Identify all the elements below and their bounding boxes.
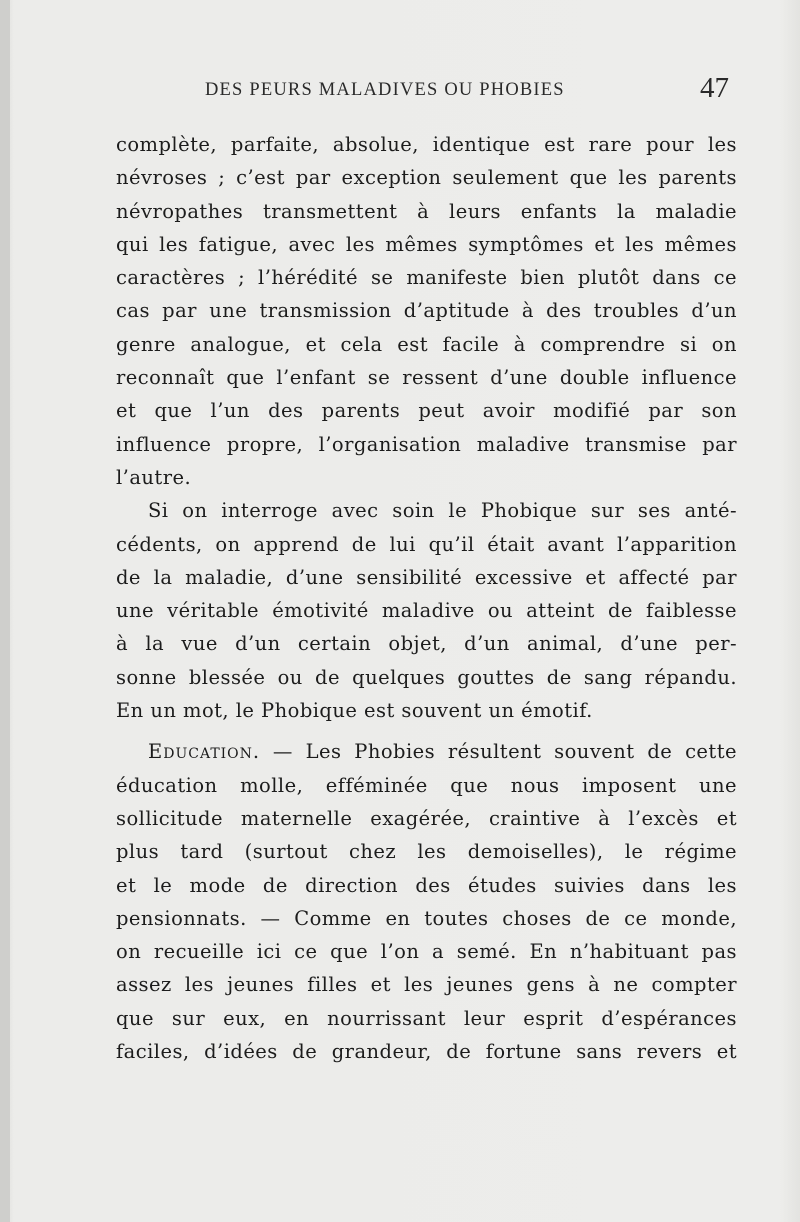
- page-number: 47: [700, 72, 729, 104]
- running-title: DES PEURS MALADIVES OU PHOBIES: [205, 80, 565, 100]
- heading-line-text: — Les Phobies résultent souvent de cette: [260, 740, 737, 764]
- paragraph-2: [116, 494, 737, 727]
- body-text: [116, 128, 737, 1068]
- text-line: pensionnats. — Comme en toutes choses de ce monde,: [116, 906, 737, 930]
- text-line: de la maladie, d’une sensibilité excessive et affecté par: [116, 565, 737, 589]
- text-line: cédents, on apprend de lui qu’il était avant l’apparition: [116, 532, 737, 556]
- text-line: et que l’un des parents peut avoir modifié par son: [116, 399, 737, 423]
- text-line: névropathes transmettent à leurs enfants la maladie: [116, 199, 737, 223]
- text-line: assez les jeunes filles et les jeunes gens à ne compter: [116, 973, 737, 997]
- page-gutter-shadow: [0, 0, 10, 1222]
- paragraph-gap: [116, 727, 737, 735]
- paragraph-1: [116, 128, 737, 494]
- text-line: on recueille ici ce que l’on a semé. En n’habituant pas: [116, 940, 737, 964]
- text-line: qui les fatigue, avec les mêmes symptômes et les mêmes: [116, 232, 737, 256]
- text-line: reconnaît que l’enfant se ressent d’une double influence: [116, 366, 737, 390]
- text-line: sollicitude maternelle exagérée, craintive à l’excès et: [116, 806, 737, 830]
- text-line: éducation molle, efféminée que nous imposent une: [116, 773, 737, 797]
- text-line: névroses ; c’est par exception seulement que les parents: [116, 166, 737, 190]
- text-line: faciles, d’idées de grandeur, de fortune sans revers et: [116, 1040, 737, 1064]
- text-line: sonne blessée ou de quelques gouttes de sang répandu.: [116, 665, 737, 689]
- text-line: cas par une transmission d’aptitude à des troubles d’un: [116, 299, 737, 323]
- text-line: complète, parfaite, absolue, identique est rare pour les: [116, 133, 737, 156]
- section-heading: Education.: [148, 740, 261, 764]
- text-line: caractères ; l’hérédité se manifeste bien plutôt dans ce: [116, 266, 737, 290]
- text-line: genre analogue, et cela est facile à comprendre si on: [116, 332, 737, 356]
- text-line: une véritable émotivité maladive ou atteint de faiblesse: [116, 599, 737, 623]
- text-line: à la vue d’un certain objet, d’un animal, d’une per-: [116, 632, 737, 656]
- text-line: En un mot, le Phobique est souvent un émotif.: [116, 699, 593, 723]
- text-line: influence propre, l’organisation maladive transmise par: [116, 432, 737, 456]
- text-line: Si on interroge avec soin le Phobique sur ses anté-: [148, 499, 737, 523]
- paragraph-3: [116, 735, 737, 1068]
- text-line: que sur eux, en nourrissant leur esprit d’espérances: [116, 1006, 737, 1030]
- text-line: plus tard (surtout chez les demoiselles), le régime: [116, 840, 737, 864]
- text-line: l’autre.: [116, 465, 192, 489]
- text-line: et le mode de direction des études suivies dans les: [116, 873, 737, 897]
- text-line: [116, 735, 737, 768]
